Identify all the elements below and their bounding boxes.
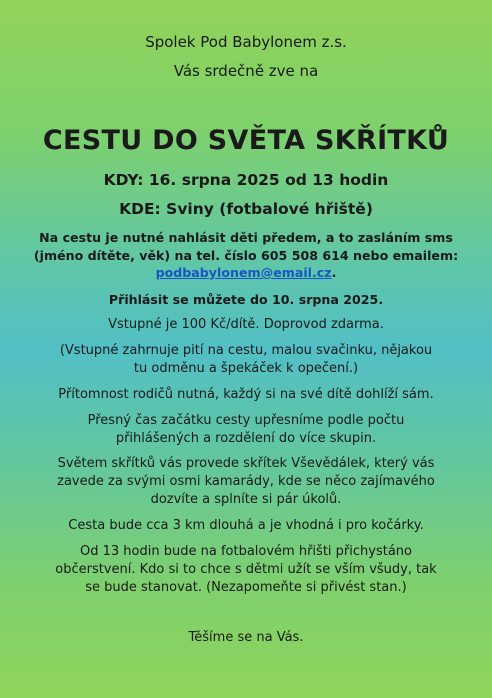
email-link[interactable]: podbabylonem@email.cz (155, 265, 332, 280)
event-date: KDY: 16. srpna 2025 od 13 hodin (103, 171, 389, 189)
registration-text: Na cestu je nutné nahlásit děti předem, a to zasláním sms (39, 230, 453, 245)
registration-email-line (0, 265, 492, 280)
registration-contact: (jméno dítěte, věk) na tel. číslo 605 508 614 nebo emailem: (33, 248, 459, 263)
guide-description-3: dozvíte a splníte si pár úkolů. (150, 492, 342, 507)
registration-deadline: Přihlásit se můžete do 10. srpna 2025. (108, 292, 384, 307)
entry-fee: Vstupné je 100 Kč/dítě. Doprovod zdarma. (108, 317, 384, 332)
organizer-name: Spolek Pod Babylonem z.s. (145, 33, 347, 51)
guide-description-2: zavede za svými osmi kamarády, kde se něco zajímavého (57, 474, 435, 489)
invitation-text: Vás srdečně zve na (173, 62, 319, 80)
fee-includes-1: (Vstupné zahrnuje pití na cestu, malou svačinku, nějakou (59, 343, 433, 358)
refreshments-note-1: Od 13 hodin bude na fotbalovém hřišti přichystáno (80, 544, 412, 559)
fee-includes-2: tu odměnu a špekáček k opečení.) (133, 361, 359, 376)
route-length: Cesta bude cca 3 km dlouhá a je vhodná i pro kočárky. (68, 518, 424, 533)
guide-description-1: Světem skřítků vás provede skřítek Vševědálek, který vás (57, 456, 435, 471)
start-time-note-2: přihlášených a rozdělení do více skupin. (115, 431, 377, 446)
start-time-note-1: Přesný čas začátku cesty upřesníme podle počtu (87, 413, 405, 428)
closing-text: Těšíme se na Vás. (188, 630, 304, 645)
parents-note: Přítomnost rodičů nutná, každý si na své dítě dohlíží sám. (58, 387, 434, 402)
refreshments-note-2: občerstvení. Kdo si to chce s dětmi užít se vším všudy, tak (55, 562, 437, 577)
poster-title: CESTU DO SVĚTA SKŘÍTKŮ (42, 125, 450, 156)
refreshments-note-3: se bude stanovat. (Nezapomeňte si přivést stan.) (85, 580, 407, 595)
email-period: . (331, 265, 337, 280)
event-location: KDE: Sviny (fotbalové hřiště) (119, 200, 373, 218)
